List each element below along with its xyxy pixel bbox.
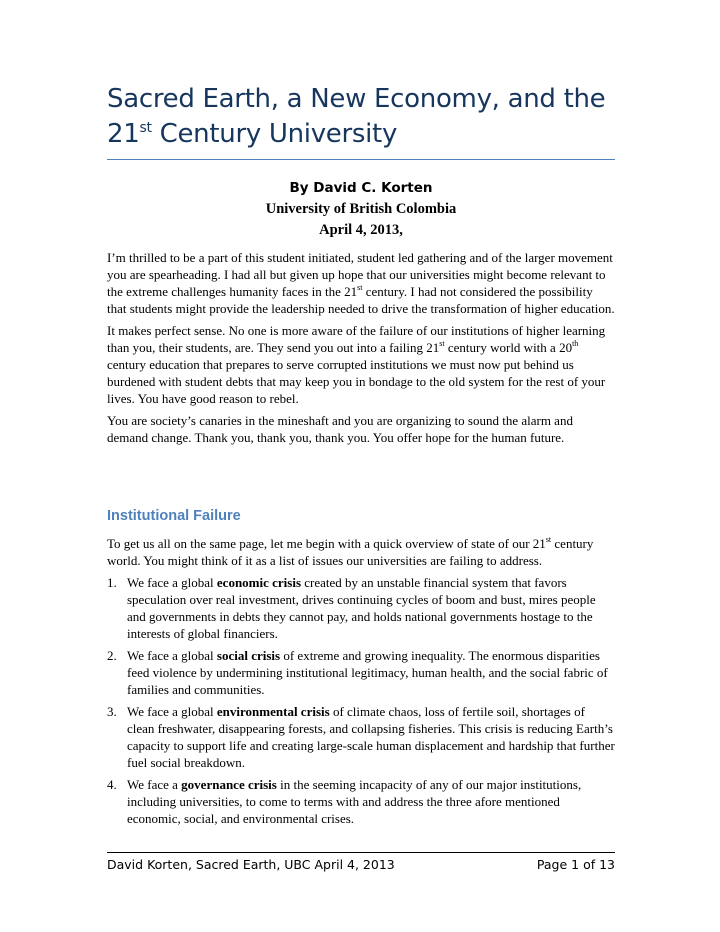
list-number: 2. [107,648,117,663]
title-line-2: 21st Century University [107,119,398,149]
crisis-term: social crisis [216,648,281,663]
talk-date: April 4, 2013, [319,222,403,238]
footer-divider [107,852,615,853]
list-number: 1. [107,575,117,590]
crisis-list [107,574,615,827]
intro-paragraph-1: I’m thrilled to be a part of this student initiated, student led gathering and of the larger movement you are spearheading. I had all but given up hope that our universities might become relevant to the extreme challenges humanity faces in the 21st century. I had not considered the possibility that students might provide the leadership needed to drive the transformation of higher education. [107,250,615,316]
byline [107,178,615,241]
institution: University of British Colombia [265,201,457,217]
section-lead-paragraph: To get us all on the same page, let me begin with a quick overview of state of our 21st century world. You might think of it as a list of issues our universities are failing to address. [107,535,594,568]
section-heading: Institutional Failure [107,508,241,524]
title-line-1: Sacred Earth, a New Economy, and the [107,84,606,114]
author-name: By David C. Korten [289,180,433,196]
crisis-term: governance crisis [181,777,277,792]
list-item: 2. We face a global social crisis of extreme and growing inequality. The enormous disparities feed violence by undermining institutional legitimacy, human health, and the social fabric of families and communities. [107,648,608,697]
page-number: Page 1 of 13 [536,857,615,872]
list-item: 4. We face a governance crisis in the seeming incapacity of any of our major institutions, including universities, to come to terms with and address the three afore mentioned economic, social, and environmental crises. [107,777,582,826]
document-title [107,82,615,152]
intro-section [107,249,615,451]
intro-paragraph-3: You are society’s canaries in the mineshaft and you are organizing to sound the alarm and demand change. Thank you, thank you, thank you. You offer hope for the human future. [107,413,573,445]
document-page [107,0,615,932]
intro-paragraph-2: It makes perfect sense. No one is more aware of the failure of our institutions of higher learning than you, their students, are. They send you out into a failing 21st century world with a 20th century education that prepares to serve corrupted institutions we must now put behind us burdened with student debts that may keep you in bondage to the old system for the rest of your lives. You have good reason to rebel. [107,323,606,406]
list-item: 1. We face a global economic crisis created by an unstable financial system that favors speculation over real investment, drives continuing cycles of boom and bust, mires people and governments in debts they cannot pay, and holds national governments hostage to the interests of global financiers. [107,575,596,641]
title-divider [107,159,615,160]
list-item: 3. We face a global environmental crisis of climate chaos, loss of fertile soil, shortages of clean freshwater, disappearing forests, and collapsing fisheries. This crisis is reducing Earth’s capacity to support life and creating large-scale human displacement and hardship that further fuel social breakdown. [107,704,615,770]
crisis-term: environmental crisis [216,704,330,719]
crisis-term: economic crisis [216,575,302,590]
list-number: 4. [107,777,117,792]
section-body [107,535,615,832]
page-footer [107,857,615,872]
footer-citation: David Korten, Sacred Earth, UBC April 4, 2013 [107,857,395,872]
list-number: 3. [107,704,117,719]
